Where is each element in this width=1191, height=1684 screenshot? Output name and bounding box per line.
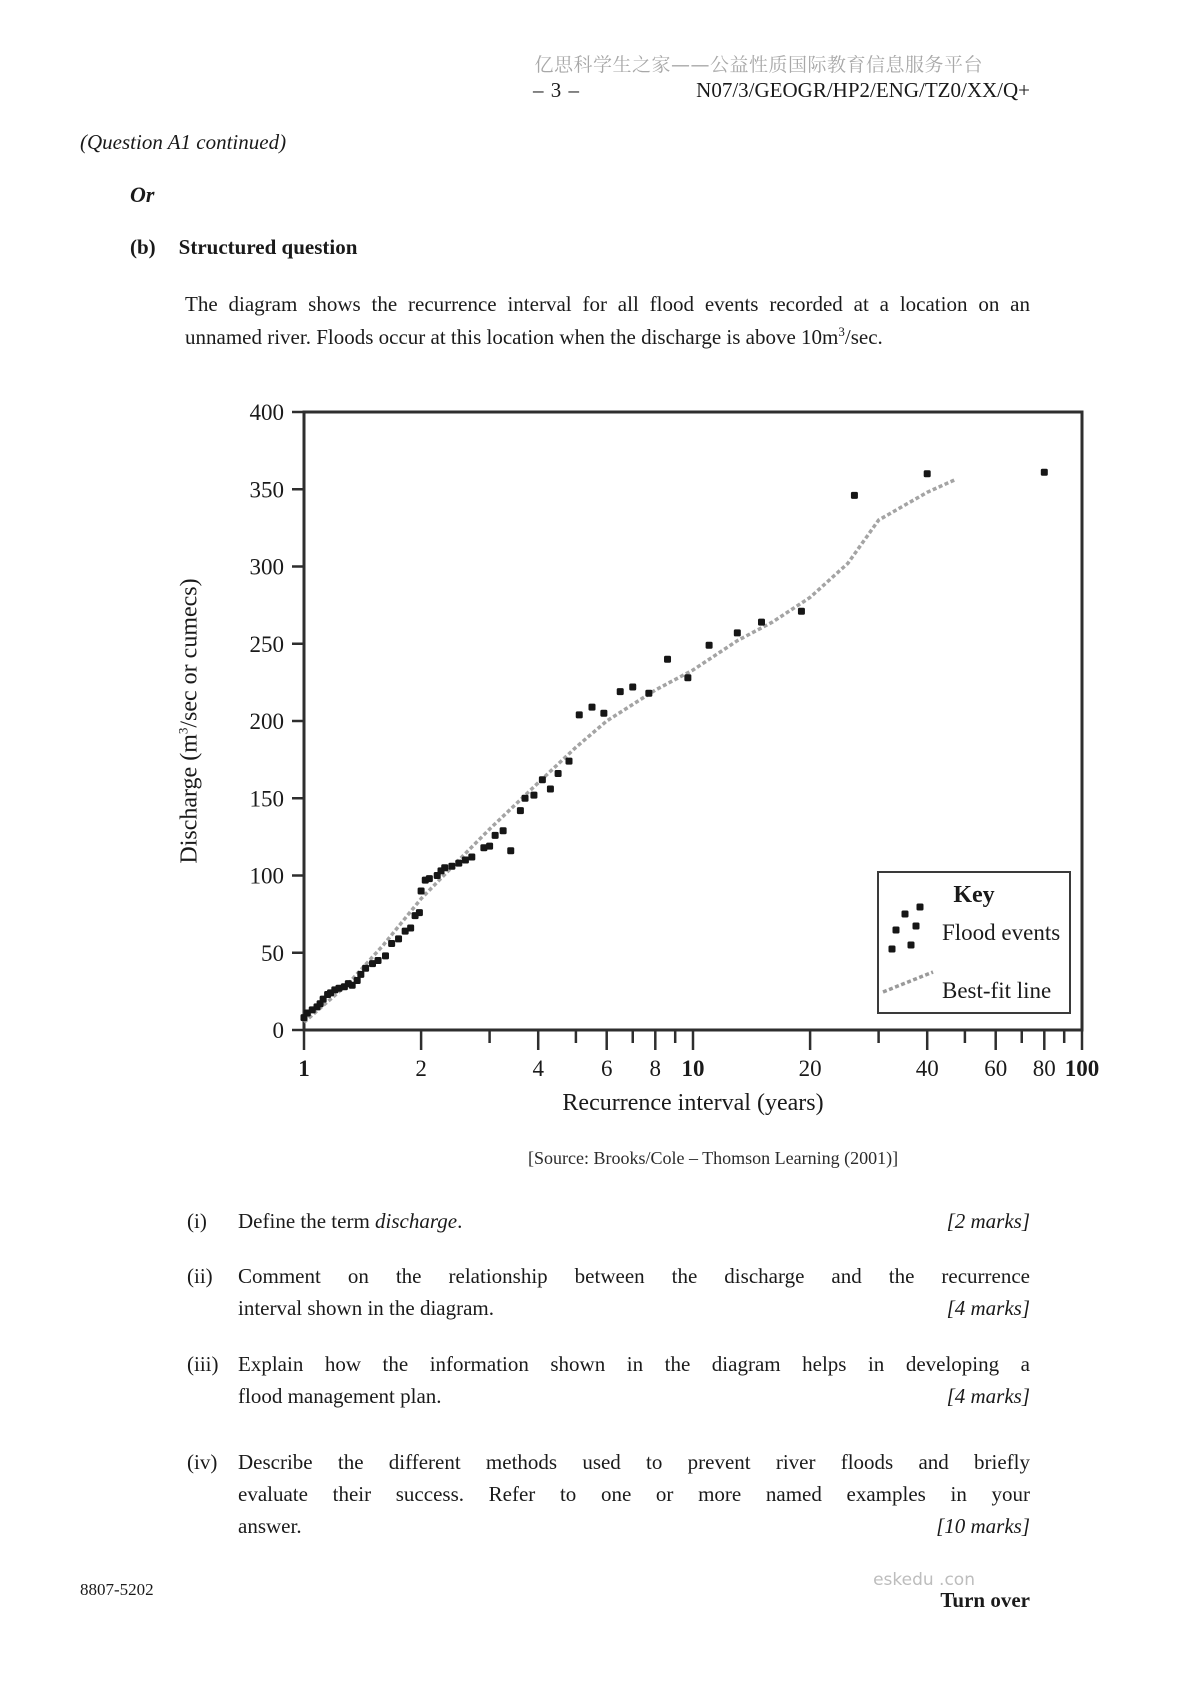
legend-flood-event-dot bbox=[889, 946, 896, 953]
x-tick-label: 8 bbox=[649, 1056, 662, 1081]
x-tick-label: 6 bbox=[600, 1056, 613, 1081]
flood-event-point bbox=[357, 971, 364, 978]
flood-event-point bbox=[617, 688, 624, 695]
x-tick-label: 40 bbox=[915, 1056, 939, 1081]
flood-event-point bbox=[426, 875, 433, 882]
intro-line-1: The diagram shows the recurrence interval for all flood events recorded at a location on an bbox=[185, 292, 1030, 316]
question-i-number: (i) bbox=[187, 1209, 207, 1233]
question-i-text: Define the term discharge. bbox=[238, 1209, 463, 1233]
footer-watermark: eskedu .con bbox=[873, 1570, 975, 1590]
part-letter: (b) bbox=[130, 235, 156, 259]
flood-event-point bbox=[645, 690, 652, 697]
y-tick-label: 150 bbox=[249, 786, 284, 812]
question-i bbox=[185, 1205, 1030, 1237]
flood-event-point bbox=[600, 710, 607, 717]
flood-event-point bbox=[530, 792, 537, 799]
flood-event-point bbox=[539, 776, 546, 783]
flood-event-point bbox=[547, 785, 554, 792]
flood-event-point bbox=[441, 864, 448, 871]
flood-event-point bbox=[851, 492, 858, 499]
flood-event-point bbox=[522, 795, 529, 802]
or-label: Or bbox=[130, 182, 155, 207]
flood-event-point bbox=[706, 642, 713, 649]
intro-line-2: unnamed river. Floods occur at this location when the discharge is above $10m^3/\sec$. bbox=[185, 324, 883, 349]
flood-event-point bbox=[500, 827, 507, 834]
legend-flood-event-dot bbox=[893, 927, 900, 934]
superscript-3: 3 bbox=[838, 324, 845, 339]
question-iv-marks: [10 marks] bbox=[936, 1514, 1030, 1538]
x-tick-label: 80 bbox=[1032, 1056, 1056, 1081]
flood-event-point bbox=[375, 957, 382, 964]
y-tick-label: 250 bbox=[249, 631, 284, 657]
legend-item-best-fit-line: Best-fit line bbox=[942, 978, 1052, 1003]
x-tick-label: 2 bbox=[415, 1056, 427, 1081]
flood-event-point bbox=[798, 608, 805, 615]
flood-event-point bbox=[395, 935, 402, 942]
flood-event-point bbox=[486, 843, 493, 850]
page-number: – 3 – bbox=[533, 78, 580, 102]
superscript-3: 3 bbox=[175, 727, 191, 735]
question-iii bbox=[185, 1348, 1030, 1412]
question-iv-text: Describe the different methods used to prevent river floods and briefly evaluate their success. Refer to one or more named examples in your answer. bbox=[238, 1450, 1030, 1538]
y-axis-title: Discharge ($m^3/\sec$ or cumecs) bbox=[175, 578, 203, 864]
legend-flood-event-dot bbox=[908, 942, 915, 949]
flood-event-point bbox=[462, 857, 469, 864]
flood-event-point bbox=[455, 860, 462, 867]
y-tick-label: 300 bbox=[249, 554, 284, 580]
flood-event-point bbox=[629, 684, 636, 691]
flood-event-point bbox=[492, 832, 499, 839]
turn-over-label: Turn over bbox=[940, 1588, 1030, 1612]
x-tick-label: 60 bbox=[984, 1056, 1008, 1081]
flood-event-point bbox=[589, 704, 596, 711]
question-intro bbox=[185, 288, 1030, 354]
flood-event-point bbox=[354, 977, 361, 984]
question-iv-number: (iv) bbox=[187, 1450, 218, 1474]
y-tick-label: 400 bbox=[249, 400, 284, 425]
question-ii bbox=[185, 1260, 1030, 1324]
question-i-marks: [2 marks] bbox=[946, 1209, 1030, 1233]
flood-event-point bbox=[507, 847, 514, 854]
legend-flood-event-dot bbox=[917, 904, 924, 911]
part-title: Structured question bbox=[178, 235, 358, 259]
flood-event-point bbox=[576, 711, 583, 718]
flood-event-point bbox=[758, 619, 765, 626]
y-tick-label: 0 bbox=[272, 1018, 284, 1043]
flood-event-point bbox=[924, 470, 931, 477]
y-tick-label: 100 bbox=[249, 863, 284, 889]
flood-event-point bbox=[407, 925, 414, 932]
question-continued-note: (Question A1 continued) bbox=[80, 130, 287, 154]
y-tick-label: 350 bbox=[249, 477, 284, 503]
chart-svg bbox=[150, 370, 1110, 1130]
flood-event-point bbox=[388, 940, 395, 947]
flood-event-point bbox=[684, 674, 691, 681]
legend-flood-event-dot bbox=[913, 923, 920, 930]
question-ii-marks: [4 marks] bbox=[946, 1296, 1030, 1320]
flood-event-point bbox=[517, 807, 524, 814]
legend-title: Key bbox=[953, 882, 995, 908]
flood-event-point bbox=[362, 965, 369, 972]
document-number: 8807-5202 bbox=[80, 1580, 154, 1599]
x-tick-label: 4 bbox=[532, 1056, 544, 1081]
part-heading bbox=[130, 235, 357, 260]
flood-event-point bbox=[382, 952, 389, 959]
flood-event-point bbox=[416, 909, 423, 916]
question-iii-number: (iii) bbox=[187, 1352, 219, 1376]
question-iv bbox=[185, 1446, 1030, 1542]
y-tick-label: 200 bbox=[249, 709, 284, 734]
flood-event-point bbox=[468, 853, 475, 860]
cjk-watermark-text: 亿思科学生之家——公益性质国际教育信息服务平台 bbox=[534, 54, 983, 76]
flood-event-point bbox=[418, 887, 425, 894]
flood-recurrence-chart bbox=[150, 370, 1110, 1130]
question-iii-marks: [4 marks] bbox=[946, 1384, 1030, 1408]
question-ii-text: Comment on the relationship between the discharge and the recurrence interval shown in the diagram. bbox=[238, 1264, 1030, 1320]
exam-code: N07/3/GEOGR/HP2/ENG/TZ0/XX/Q+ bbox=[696, 78, 1030, 102]
flood-event-point bbox=[734, 629, 741, 636]
x-axis-title: Recurrence interval (years) bbox=[562, 1090, 824, 1116]
question-iii-text: Explain how the information shown in the diagram helps in developing a flood management plan. bbox=[238, 1352, 1030, 1408]
x-tick-label: 20 bbox=[798, 1056, 822, 1081]
y-tick-label: 50 bbox=[261, 940, 284, 966]
x-tick-label: 100 bbox=[1064, 1056, 1100, 1081]
flood-event-point bbox=[555, 770, 562, 777]
flood-event-point bbox=[448, 863, 455, 870]
question-ii-number: (ii) bbox=[187, 1264, 213, 1288]
legend-item-flood-events: Flood events bbox=[942, 920, 1061, 945]
flood-event-point bbox=[1041, 469, 1048, 476]
x-tick-label: 10 bbox=[681, 1056, 705, 1081]
flood-event-point bbox=[664, 656, 671, 663]
chart-source: [Source: Brooks/Cole – Thomson Learning (2001)] bbox=[528, 1148, 899, 1168]
x-tick-label: 1 bbox=[298, 1056, 310, 1081]
flood-event-point bbox=[566, 758, 573, 765]
legend-flood-event-dot bbox=[902, 911, 909, 918]
